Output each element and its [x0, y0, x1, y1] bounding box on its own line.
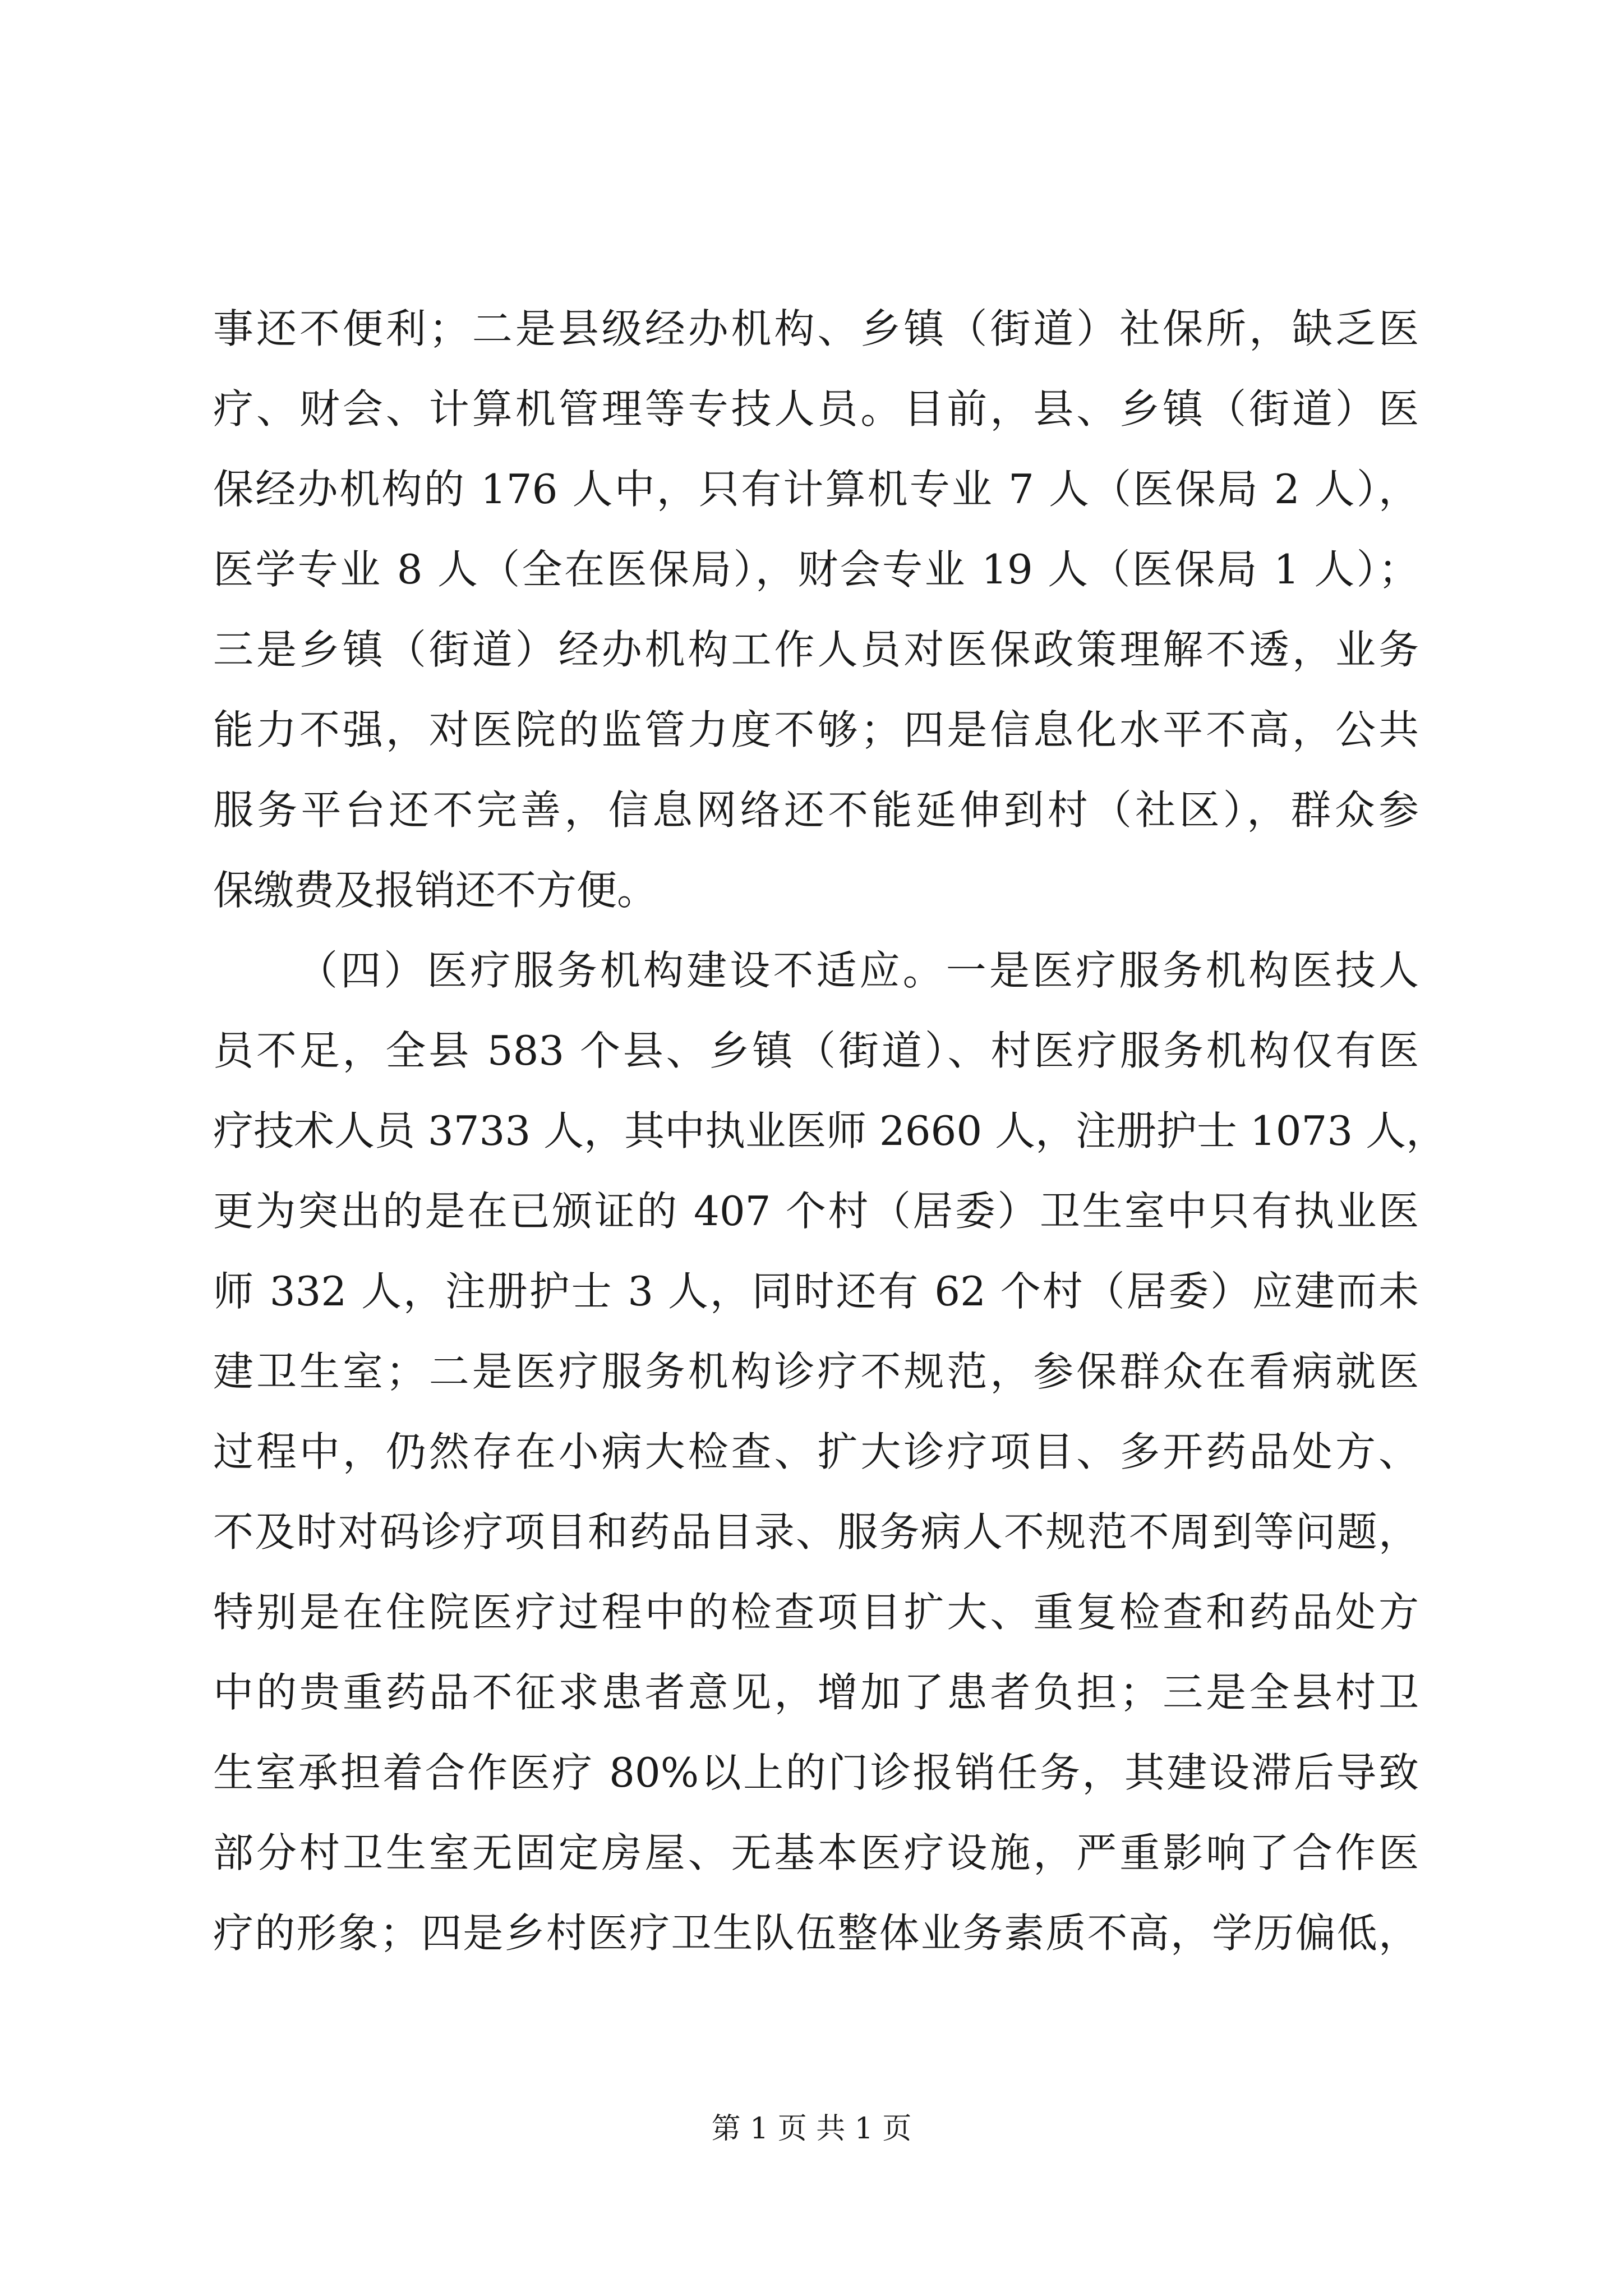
paragraph	[213, 931, 1447, 1973]
text-line: 疗的形象；四是乡村医疗卫生队伍整体业务素质不高，学历偏低，	[213, 1910, 1419, 1957]
text-line: 保缴费及报销还不方便。	[213, 867, 658, 914]
text-line: 疗、财会、计算机管理等专技人员。目前，县、乡镇（街道）医	[213, 385, 1419, 432]
text-line: 部分村卫生室无固定房屋、无基本医疗设施，严重影响了合作医	[213, 1829, 1419, 1876]
text-line: 更为突出的是在已颁证的 407 个村（居委）卫生室中只有执业医	[213, 1188, 1419, 1235]
text-line: 保经办机构的 176 人中，只有计算机专业 7 人（医保局 2 人），	[213, 466, 1419, 513]
text-line: 不及时对码诊疗项目和药品目录、服务病人不规范不周到等问题，	[213, 1508, 1419, 1556]
text-line: 中的贵重药品不征求患者意见，增加了患者负担；三是全县村卫	[213, 1669, 1419, 1716]
text-line: 师 332 人，注册护士 3 人，同时还有 62 个村（居委）应建而未	[213, 1268, 1419, 1315]
text-line: 医学专业 8 人（全在医保局），财会专业 19 人（医保局 1 人）；	[213, 546, 1419, 593]
text-line: 疗技术人员 3733 人，其中执业医师 2660 人，注册护士 1073 人，	[213, 1107, 1447, 1154]
page-number-footer: 第 1 页 共 1 页	[711, 2112, 912, 2146]
text-line: 服务平台还不完善，信息网络还不能延伸到村（社区），群众参	[213, 786, 1419, 834]
text-line: 建卫生室；二是医疗服务机构诊疗不规范，参保群众在看病就医	[213, 1348, 1419, 1395]
text-line: 三是乡镇（街道）经办机构工作人员对医保政策理解不透，业务	[213, 626, 1419, 673]
text-line: 事还不便利；二是县级经办机构、乡镇（街道）社保所，缺乏医	[213, 305, 1419, 352]
text-line: （四）医疗服务机构建设不适应。一是医疗服务机构医技人	[297, 947, 1419, 994]
text-line: 能力不强，对医院的监管力度不够；四是信息化水平不高，公共	[213, 706, 1419, 753]
text-line: 生室承担着合作医疗 80%以上的门诊报销任务，其建设滞后导致	[213, 1749, 1419, 1796]
paragraph	[213, 289, 1419, 931]
text-line: 过程中，仍然存在小病大检查、扩大诊疗项目、多开药品处方、	[213, 1428, 1419, 1475]
text-line: 员不足，全县 583 个县、乡镇（街道）、村医疗服务机构仅有医	[213, 1027, 1419, 1074]
text-line: 特别是在住院医疗过程中的检查项目扩大、重复检查和药品处方	[213, 1589, 1419, 1636]
document-body	[213, 289, 1447, 1973]
